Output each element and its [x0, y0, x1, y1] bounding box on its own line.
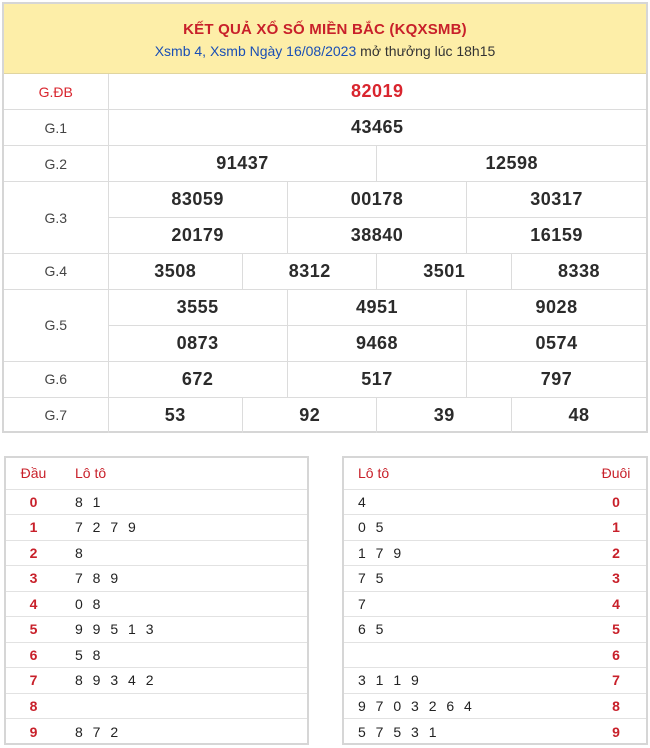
loto-values: 9 7 0 3 2 6 4 — [344, 693, 586, 719]
prize-number: 0574 — [467, 325, 646, 361]
results-title: KẾT QUẢ XỔ SỐ MIỀN BẮC (KQXSMB) — [183, 21, 467, 38]
dau-digit: 3 — [6, 566, 61, 592]
prize-number: 92 — [242, 397, 376, 433]
prize-number: 16159 — [467, 218, 646, 254]
prize-row-3 — [4, 182, 646, 218]
loto-values: 7 — [344, 591, 586, 617]
subtitle-separator: , — [202, 43, 210, 59]
duoi-row — [344, 693, 646, 719]
prize-number: 53 — [108, 397, 242, 433]
dau-row — [6, 489, 307, 515]
loto-values: 5 7 5 3 1 — [344, 719, 586, 745]
loto-values: 8 7 2 — [61, 719, 307, 745]
loto-values: 0 5 — [344, 515, 586, 541]
duoi-digit: 5 — [586, 617, 646, 643]
dau-loto-panel — [4, 456, 309, 745]
duoi-digit: 2 — [586, 540, 646, 566]
prize-label: G.5 — [4, 289, 108, 361]
duoi-digit: 0 — [586, 489, 646, 515]
duoi-digit: 8 — [586, 693, 646, 719]
prize-label: G.7 — [4, 397, 108, 433]
prize-row-2 — [4, 146, 646, 182]
prize-row-7 — [4, 397, 646, 433]
duoi-row — [344, 489, 646, 515]
prize-number: 9028 — [467, 289, 646, 325]
duoi-row — [344, 566, 646, 592]
results-panel — [2, 2, 648, 433]
results-subtitle — [4, 43, 646, 59]
prize-number: 3501 — [377, 253, 511, 289]
dau-digit: 5 — [6, 617, 61, 643]
loto-values: 8 9 3 4 2 — [61, 668, 307, 694]
loto-values: 1 7 9 — [344, 540, 586, 566]
dau-row — [6, 719, 307, 745]
prize-number: 12598 — [377, 146, 646, 182]
prize-number: 797 — [467, 361, 646, 397]
prize-number: 0873 — [108, 325, 287, 361]
prize-number: 39 — [377, 397, 511, 433]
duoi-row — [344, 719, 646, 745]
xsmb-date-link[interactable]: Xsmb Ngày 16/08/2023 — [209, 43, 357, 59]
dau-row — [6, 566, 307, 592]
results-header — [4, 4, 646, 74]
prize-label: G.2 — [4, 146, 108, 182]
duoi-digit: 3 — [586, 566, 646, 592]
loto-values: 6 5 — [344, 617, 586, 643]
prize-number: 43465 — [108, 110, 646, 146]
prize-row-1 — [4, 110, 646, 146]
prize-label: G.ĐB — [4, 74, 108, 110]
prize-number: 517 — [287, 361, 466, 397]
prize-row-5 — [4, 289, 646, 325]
dau-column-header: Đầu — [20, 465, 47, 482]
prize-number: 30317 — [467, 182, 646, 218]
prize-number: 4951 — [287, 289, 466, 325]
draw-time-text: mở thưởng lúc 18h15 — [356, 43, 496, 59]
prize-number: 91437 — [108, 146, 377, 182]
prize-number: 8338 — [511, 253, 646, 289]
prize-number: 48 — [511, 397, 646, 433]
prize-number: 8312 — [242, 253, 376, 289]
duoi-row — [344, 642, 646, 668]
loto-column-header: Lô tô — [75, 465, 107, 482]
prize-number: 38840 — [287, 218, 466, 254]
duoi-loto-table — [344, 458, 646, 744]
duoi-header-row — [344, 458, 646, 489]
prize-number: 20179 — [108, 218, 287, 254]
prize-label: G.6 — [4, 361, 108, 397]
loto-values: 8 1 — [61, 489, 307, 515]
duoi-row — [344, 617, 646, 643]
prize-label: G.4 — [4, 253, 108, 289]
prize-number: 3508 — [108, 253, 242, 289]
dau-row — [6, 642, 307, 668]
dau-digit: 8 — [6, 693, 61, 719]
loto-values — [344, 642, 586, 668]
duoi-digit: 4 — [586, 591, 646, 617]
dau-row — [6, 540, 307, 566]
dau-digit: 6 — [6, 642, 61, 668]
loto-values: 8 — [61, 540, 307, 566]
duoi-row — [344, 591, 646, 617]
duoi-digit: 7 — [586, 668, 646, 694]
loto-values: 7 5 — [344, 566, 586, 592]
loto-column-header: Lô tô — [358, 465, 390, 482]
dau-row — [6, 668, 307, 694]
duoi-loto-panel — [342, 456, 648, 745]
prize-label: G.3 — [4, 182, 108, 254]
prize-label: G.1 — [4, 110, 108, 146]
loto-values: 7 8 9 — [61, 566, 307, 592]
dau-header-row — [6, 458, 307, 489]
prize-number: 00178 — [287, 182, 466, 218]
dau-digit: 9 — [6, 719, 61, 745]
dau-loto-table — [6, 458, 307, 744]
duoi-column-header: Đuôi — [601, 465, 631, 482]
prize-number: 3555 — [108, 289, 287, 325]
duoi-digit: 9 — [586, 719, 646, 745]
duoi-digit: 6 — [586, 642, 646, 668]
dau-row — [6, 617, 307, 643]
dau-row — [6, 515, 307, 541]
dau-table-body — [6, 489, 307, 744]
prize-row-special — [4, 74, 646, 110]
loto-values: 7 2 7 9 — [61, 515, 307, 541]
loto-values: 5 8 — [61, 642, 307, 668]
dau-digit: 1 — [6, 515, 61, 541]
loto-values: 4 — [344, 489, 586, 515]
dau-digit: 0 — [6, 489, 61, 515]
dau-row — [6, 693, 307, 719]
prize-table — [4, 74, 646, 433]
loto-values: 3 1 1 9 — [344, 668, 586, 694]
duoi-digit: 1 — [586, 515, 646, 541]
loto-values — [61, 693, 307, 719]
xsmb-thu-link[interactable]: Xsmb 4 — [154, 43, 203, 59]
prize-number: 82019 — [108, 74, 646, 110]
duoi-row — [344, 540, 646, 566]
dau-digit: 7 — [6, 668, 61, 694]
prize-number: 9468 — [287, 325, 466, 361]
duoi-row — [344, 515, 646, 541]
prize-number: 83059 — [108, 182, 287, 218]
dau-row — [6, 591, 307, 617]
loto-values: 0 8 — [61, 591, 307, 617]
duoi-row — [344, 668, 646, 694]
loto-values: 9 9 5 1 3 — [61, 617, 307, 643]
prize-number: 672 — [108, 361, 287, 397]
duoi-table-body — [344, 489, 646, 744]
prize-row-6 — [4, 361, 646, 397]
dau-digit: 4 — [6, 591, 61, 617]
prize-row-4 — [4, 253, 646, 289]
dau-digit: 2 — [6, 540, 61, 566]
